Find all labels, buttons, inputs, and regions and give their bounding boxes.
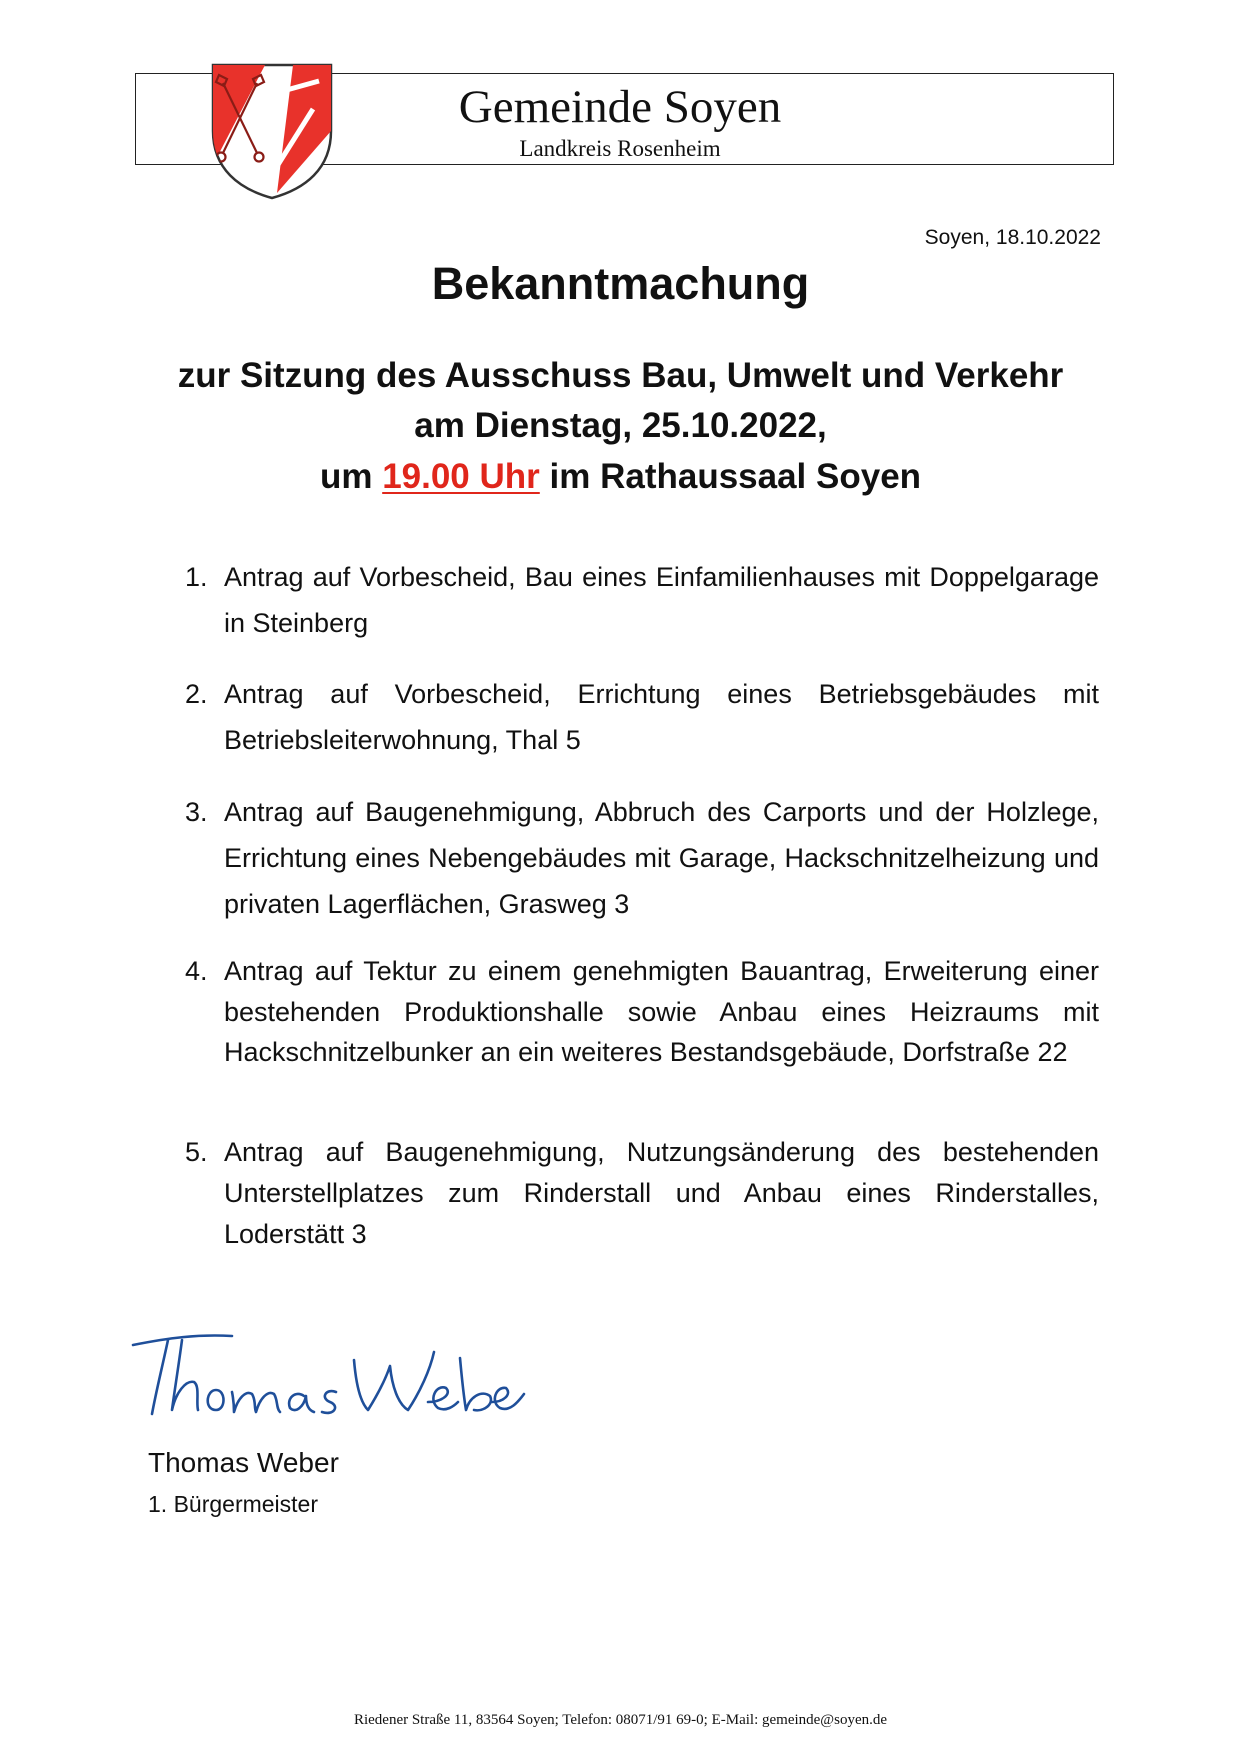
agenda-item (185, 951, 1099, 1073)
coat-of-arms-keys-icon (209, 61, 335, 201)
district-name: Landkreis Rosenheim (519, 136, 721, 161)
agenda-item-number: 1. (185, 562, 208, 592)
agenda-item-number: 3. (185, 797, 208, 827)
notice-title: Bekanntmachung (431, 258, 810, 309)
agenda-item (185, 1132, 1099, 1255)
handwritten-signature (128, 1310, 528, 1430)
subtitle-date: am Dienstag, 25.10.2022, (414, 406, 827, 445)
subtitle-prefix: um (319, 457, 383, 496)
signer-role: 1. Bürgermeister (148, 1491, 319, 1517)
agenda-item-text: Antrag auf Vorbescheid, Bau eines Einfamilienhauses mit Doppelgarage in Steinberg (224, 562, 1099, 638)
agenda-item-number: 5. (185, 1137, 208, 1167)
subtitle-time-place (0, 457, 1241, 497)
subtitle-session: zur Sitzung des Ausschuss Bau, Umwelt und Verkehr (177, 356, 1064, 395)
agenda-item (185, 671, 1099, 763)
agenda-item-text: Antrag auf Baugenehmigung, Nutzungsänderung des bestehenden Unterstellplatzes zum Rinderstall und Anbau eines Rinderstalles, Loderstätt 3 (224, 1137, 1099, 1249)
agenda-item-number: 2. (185, 679, 208, 709)
meeting-time: 19.00 Uhr (382, 457, 540, 496)
agenda-item-number: 4. (185, 956, 208, 986)
agenda-item-text: Antrag auf Vorbescheid, Errichtung eines Betriebsgebäudes mit Betriebsleiterwohnung, Thal 5 (224, 679, 1099, 755)
subtitle-suffix: im Rathaussaal Soyen (539, 457, 922, 496)
municipality-name: Gemeinde Soyen (458, 81, 782, 133)
agenda-item-text: Antrag auf Tektur zu einem genehmigten Bauantrag, Erweiterung einer bestehenden Produktionshalle sowie Anbau eines Heizraums mit Hackschnitzelbunker an ein weiteres Bestandsgebäude, Dorfstraße 22 (224, 956, 1099, 1067)
signer-name: Thomas Weber (148, 1447, 339, 1478)
footer-contact: Riedener Straße 11, 83564 Soyen; Telefon: 08071/91 69-0; E-Mail: gemeinde@soyen.de (353, 1712, 888, 1728)
agenda-item-text: Antrag auf Baugenehmigung, Abbruch des Carports und der Holzlege, Errichtung eines Nebengebäudes mit Garage, Hackschnitzelheizung und privaten Lagerflächen, Grasweg 3 (224, 797, 1099, 919)
place-date: Soyen, 18.10.2022 (924, 226, 1101, 249)
agenda-item (185, 554, 1099, 646)
agenda-item (185, 789, 1099, 927)
